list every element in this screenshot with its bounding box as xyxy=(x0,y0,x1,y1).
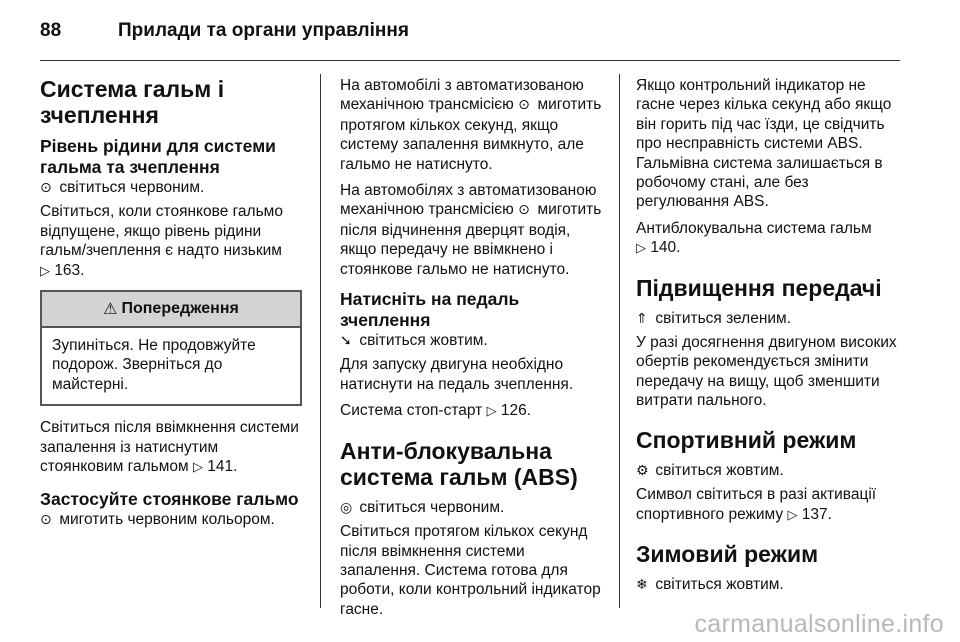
warning-text: Зупиніться. Не продовжуйте подорож. Зверніться до майстерні. xyxy=(52,337,256,393)
abs-icon: ◎ xyxy=(340,499,353,516)
page-number: 88 xyxy=(40,20,62,41)
abs-fault-paragraph: Якщо контрольний індикатор не гасне через кілька секунд або якщо він горить під час їзди, це свідчить про несправність системи ABS. Гальмівна система залишається в робочому стані, але без регулювання ABS. xyxy=(636,77,892,211)
section-heading-sport-mode: Спортивний режим xyxy=(636,426,857,453)
winter-status-text: світиться жовтим. xyxy=(655,575,784,593)
fluid-page-ref: 163. xyxy=(54,261,85,279)
watermark: carmanualsonline.info xyxy=(694,610,944,638)
amt-paragraph-1-text: На автомобілі з автоматизованою механічною трансмісією xyxy=(340,77,584,114)
abs-status-text: світиться червоним. xyxy=(359,498,505,516)
fluid-paragraph-text: Світиться, коли стоянкове гальмо відпущене, якщо рівень рідини гальм/зчеплення є надто низьким xyxy=(40,203,283,260)
page-title: Прилади та органи управління xyxy=(118,20,409,41)
sport-mode-icon: ⚙ xyxy=(636,462,649,479)
clutch-status-line xyxy=(340,331,606,351)
abs-ref-paragraph xyxy=(636,219,904,259)
section-heading-winter-mode: Зимовий режим xyxy=(636,540,819,567)
stop-start-page-ref: 126. xyxy=(500,402,532,420)
fluid-status-line xyxy=(40,178,302,198)
amt-paragraph-1-tail: миготить протягом кількох секунд, якщо систему запалення вимкнуто, але гальмо не натиснуто. xyxy=(340,96,602,173)
ignition-page-ref: 141. xyxy=(207,458,238,476)
ignition-paragraph-text: Світиться після ввімкнення системи запалення із натиснутим стоянковим гальмом xyxy=(40,419,299,476)
sport-status-line xyxy=(636,461,904,481)
brake-circle-icon: ⊙ xyxy=(40,512,52,529)
parking-brake-status-text: миготить червоним кольором. xyxy=(59,511,275,529)
amt-paragraph-1 xyxy=(340,76,606,174)
snowflake-icon: ❄ xyxy=(636,576,648,593)
section-heading-brakes: Система гальм і зчеплення xyxy=(40,76,225,128)
page-ref-arrow-icon: ▷ xyxy=(787,507,798,523)
abs-page-ref: 140. xyxy=(650,239,681,257)
column-3 xyxy=(636,76,904,599)
column-1 xyxy=(40,76,302,538)
sport-paragraph xyxy=(636,485,904,525)
brake-circle-icon: ⊙ xyxy=(518,202,530,219)
upshift-arrow-icon: ⇑ xyxy=(636,310,648,327)
upshift-status-text: світиться зеленим. xyxy=(655,309,792,327)
abs-status-line xyxy=(340,498,606,518)
stop-start-text: Система стоп-старт xyxy=(340,402,483,420)
page-header xyxy=(0,0,960,60)
page-ref-arrow-icon: ▷ xyxy=(40,263,50,279)
sport-paragraph-text: Символ світиться в разі активації спортивного режиму xyxy=(636,486,877,523)
subheading-clutch-pedal: Натисніть на педаль зчеплення xyxy=(340,289,520,331)
amt-paragraph-2 xyxy=(340,181,606,279)
sport-status-text: світиться жовтим. xyxy=(655,461,784,479)
page-ref-arrow-icon: ▷ xyxy=(636,241,646,257)
header-rule xyxy=(40,60,900,61)
subheading-fluid-level: Рівень рідини для системи гальма та зчеплення xyxy=(40,136,276,177)
column-divider-2 xyxy=(619,74,620,608)
upshift-status-line xyxy=(636,309,904,329)
fluid-paragraph xyxy=(40,202,302,281)
page-ref-arrow-icon: ▷ xyxy=(192,460,203,476)
warning-title: Попередження xyxy=(121,300,239,318)
column-2 xyxy=(340,76,606,626)
clutch-status-text: світиться жовтим. xyxy=(359,332,488,350)
clutch-pedal-icon: ➘ xyxy=(340,333,352,350)
section-heading-abs: Анти-блокувальна система гальм (ABS) xyxy=(340,437,578,490)
subheading-apply-parking-brake: Застосуйте стоянкове гальмо xyxy=(40,489,299,510)
upshift-paragraph: У разі досягнення двигуном високих обертів рекомендується змінити передачу на вищу, щоб зменшити витрати пального. xyxy=(636,334,897,410)
amt-paragraph-2-text: На автомобілях з автоматизованою механічною трансмісією xyxy=(340,182,597,219)
parking-brake-status-line xyxy=(40,510,302,530)
brake-circle-icon: ⊙ xyxy=(518,97,530,114)
page-ref-arrow-icon: ▷ xyxy=(486,404,497,420)
amt-paragraph-2-tail: миготить після відчинення дверцят водія, якщо передачу не ввімкнено і стоянкове гальмо не натиснуто. xyxy=(340,201,602,278)
winter-status-line xyxy=(636,575,904,595)
sport-page-ref: 137. xyxy=(801,505,832,523)
section-heading-upshift: Підвищення передачі xyxy=(636,274,882,301)
abs-ref-text: Антиблокувальна система гальм xyxy=(636,219,872,237)
stop-start-paragraph xyxy=(340,401,606,421)
warning-box xyxy=(40,290,302,406)
brake-circle-icon: ⊙ xyxy=(40,180,52,196)
warning-triangle-icon: ⚠ xyxy=(103,299,118,319)
abs-paragraph: Світиться протягом кількох секунд після ввімкнення системи запалення. Система готова для роботи, коли контрольний індикатор гасне. xyxy=(340,523,601,618)
clutch-paragraph: Для запуску двигуна необхідно натиснути на педаль зчеплення. xyxy=(340,356,574,393)
warning-header xyxy=(42,292,300,328)
fluid-status-text: світиться червоним. xyxy=(59,179,205,196)
column-divider-1 xyxy=(320,74,321,608)
ignition-paragraph xyxy=(40,418,302,477)
